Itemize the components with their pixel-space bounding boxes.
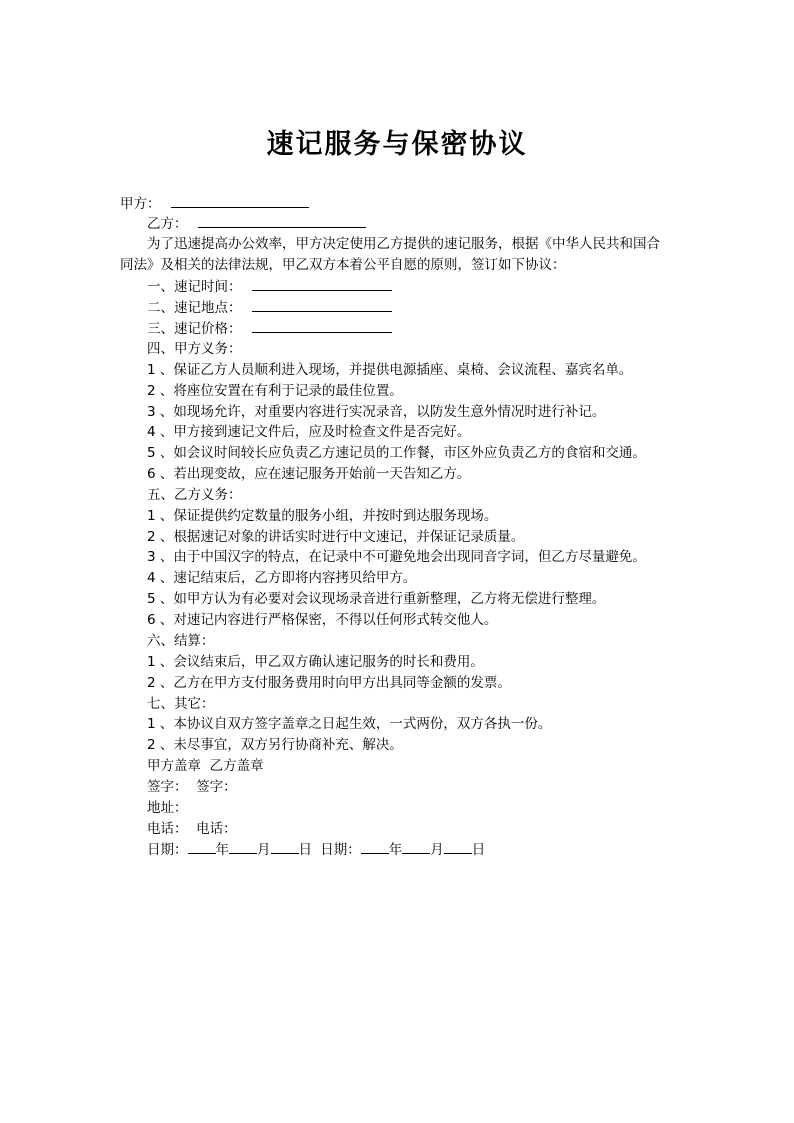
party-b-field[interactable] (198, 213, 366, 228)
phone-line: 电话： 电话： (147, 821, 237, 837)
section4-item: 2 、将座位安置在有利于记录的最佳位置。 (147, 383, 403, 399)
section6-item: 1 、会议结束后，甲乙双方确认速记服务的时长和费用。 (147, 654, 484, 670)
section5-heading: 五、乙方义务： (147, 487, 242, 503)
section7-item: 1 、本协议自双方签字盖章之日起生效，一式两份，双方各执一份。 (147, 716, 552, 732)
date-label-a: 日期： (147, 842, 188, 858)
place-line (147, 297, 392, 318)
year-text-a: 年 (215, 842, 229, 858)
section5-item: 2 、根据速记对象的讲话实时进行中文速记，并保证记录质量。 (147, 529, 525, 545)
section5-item: 4 、速记结束后，乙方即将内容拷贝给甲方。 (147, 570, 417, 586)
party-a-label: 甲方： (120, 196, 161, 212)
time-field[interactable] (252, 276, 392, 291)
intro-line-1: 为了迅速提高办公效率，甲方决定使用乙方提供的速记服务，根据《中华人民共和国合 (147, 236, 660, 252)
year-text-b: 年 (388, 842, 403, 858)
seal-line: 甲方盖章 乙方盖章 (147, 758, 264, 774)
day-field-a[interactable] (271, 839, 299, 854)
year-field-a[interactable] (188, 839, 216, 854)
day-text-a: 日 (298, 842, 312, 858)
section4-item: 5 、如会议时间较长应负责乙方速记员的工作餐，市区外应负责乙方的食宿和交通。 (147, 445, 646, 461)
day-field-b[interactable] (444, 839, 472, 854)
year-field-b[interactable] (361, 839, 389, 854)
section4-item: 4 、甲方接到速记文件后，应及时检查文件是否完好。 (147, 424, 471, 440)
section7-item: 2 、未尽事宜，双方另行协商补充、解决。 (147, 737, 403, 753)
day-text-b: 日 (471, 842, 486, 858)
sign-line: 签字： 签字： (147, 779, 237, 795)
date-line (147, 839, 485, 860)
month-field-b[interactable] (402, 839, 430, 854)
section4-item: 6 、若出现变故，应在速记服务开始前一天告知乙方。 (147, 466, 471, 482)
party-b-line (147, 213, 366, 234)
section4-item: 3 、如现场允许，对重要内容进行实况录音，以防发生意外情况时进行补记。 (147, 404, 606, 420)
date-label-b: 日期： (320, 842, 361, 858)
month-text-b: 月 (430, 842, 444, 858)
price-line (147, 318, 392, 339)
party-a-line (120, 193, 309, 214)
section5-item: 1 、保证提供约定数量的服务小组，并按时到达服务现场。 (147, 508, 498, 524)
section5-item: 3 、由于中国汉字的特点，在记录中不可避免地会出现同音字词，但乙方尽量避免。 (147, 549, 646, 565)
section4-item: 1 、保证乙方人员顺利进入现场，并提供电源插座、桌椅、会议流程、嘉宾名单。 (147, 362, 633, 378)
party-b-label: 乙方： (147, 216, 188, 232)
place-field[interactable] (252, 297, 392, 312)
intro-line-2: 同法》及相关的法律法规，甲乙双方本着公平自愿的原则，签订如下协议： (120, 257, 566, 273)
section7-heading: 七、其它： (147, 696, 215, 712)
section5-item: 5 、如甲方认为有必要对会议现场录音进行重新整理，乙方将无偿进行整理。 (147, 591, 606, 607)
address-line: 地址： (147, 800, 188, 816)
time-line (147, 276, 392, 297)
time-label: 一、速记时间： (147, 279, 242, 295)
month-text-a: 月 (257, 842, 271, 858)
section6-item: 2 、乙方在甲方支付服务费用时向甲方出具同等金额的发票。 (147, 675, 511, 691)
section4-heading: 四、甲方义务： (147, 341, 242, 357)
price-field[interactable] (252, 318, 392, 333)
price-label: 三、速记价格： (147, 321, 242, 337)
section6-heading: 六、结算： (147, 633, 215, 649)
month-field-a[interactable] (229, 839, 257, 854)
section5-item: 6 、对速记内容进行严格保密，不得以任何形式转交他人。 (147, 612, 498, 628)
place-label: 二、速记地点： (147, 300, 242, 316)
document-title: 速记服务与保密协议 (266, 129, 528, 160)
party-a-field[interactable] (171, 193, 309, 208)
